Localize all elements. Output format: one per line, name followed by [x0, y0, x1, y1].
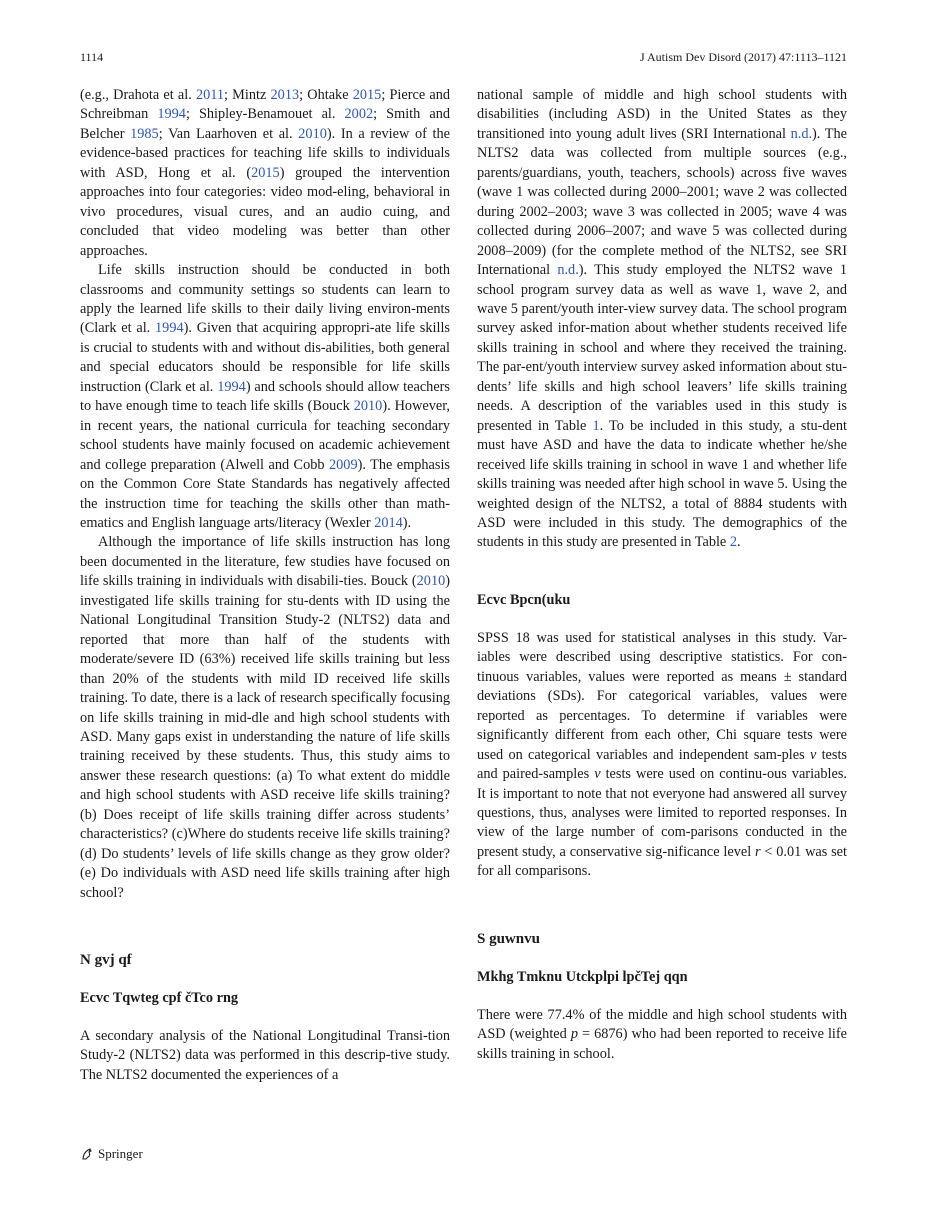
paragraph: There were 77.4% of the middle and high school students with ASD (weighted p = 6876) who had been reported to receive life skills training in school. — [477, 1006, 847, 1062]
citation-link[interactable]: 2010 — [416, 573, 446, 590]
citation-link[interactable]: n.d. — [790, 125, 813, 142]
section-heading-method: N gvj qf — [80, 952, 132, 969]
left-column — [80, 86, 450, 1085]
citation-link[interactable]: 1994 — [155, 320, 184, 337]
citation-link[interactable]: 2009 — [329, 456, 358, 473]
publisher-name: Springer — [98, 1146, 143, 1161]
citation-link[interactable]: 2002 — [344, 106, 374, 123]
citation-link[interactable]: 2015 — [352, 87, 382, 103]
right-column — [477, 86, 847, 1064]
paragraph: SPSS 18 was used for statistical analyses in this study. Var-iables were described using descriptive statistics. For con-tinuous variables, values were reported as means ± standard deviations (SDs). For categorical variables, values were reported as percentages. To determine if variables were significantly different from each other, Chi square tests were used on categorical variables and independent sam-ples v tests and paired-samples v tests were used on continu-ous variables. It is important to note that not everyone had answered all survey questions, thus, analyses were limited to reported responses. In view of the large number of com-parisons conducted in the present study, a conservative sig-nificance level r < 0.01 was set for all comparisons. — [477, 629, 848, 880]
citation-link[interactable]: 2013 — [270, 87, 300, 103]
citation-link[interactable]: 1994 — [157, 106, 186, 123]
journal-citation: J Autism Dev Disord (2017) 47:1113–1121 — [640, 50, 847, 64]
paragraph: Although the importance of life skills instruction has long been documented in the literature, few studies have focused on life skills training in individuals with disabili-ties. Bouck (2010) investigated life skills training for stu-dents with ID using the National Longitudinal Transition Study-2 (NLTS2) data and reported that more than half of the students with moderate/severe ID (63%) received life skills training but less than 20% of the students with mild ID received life skills training. To date, there is a lack of research specifically focusing on life skills training in mid-dle and high school students with ASD. Many gaps exist in understanding the nature of life skills training received by these students. Thus, this study aims to answer these research questions: (a) To what extent do middle and high school students with ASD receive life skills training? (b) Does receipt of life skills training differ across students’ characteristics? (c)Where do students receive life skills training? (d) Do students’ levels of life skills change as they grow older? (e) Do individuals with ASD need life skills training after high school? — [80, 534, 450, 901]
subheading-data-analysis: Ecvc Bpcn(uku — [477, 591, 571, 608]
page-number: 1114 — [80, 50, 104, 64]
citation-link[interactable]: 2010 — [353, 398, 383, 415]
paragraph: national sample of middle and high school students with disabilities (including ASD) in the United States as they transitioned into young adult lives (SRI International n.d.). The NLTS2 data was collected from multiple sources (e.g., parents/guardians, youth, teachers, schools) across five waves (wave 1 was collected during 2000–2001; wave 2 was collected during 2002–2003; wave 3 was collected in 2005; wave 4 was collected during 2006–2007; and wave 5 was collected during 2008–2009) (for the complete method of the NLTS2, see SRI International n.d.). This study employed the NLTS2 wave 1 school program survey data as well as wave 1, wave 2, and wave 5 parent/youth inter-view survey data. The school program survey asked infor-mation about whether students received life skills training in school and where they received the training. The par-ent/youth interview survey asked information about stu-dents’ life skills and high school leavers’ life skills training needs. A description of the variables used in this study is presented in Table 1. To be included in this study, a stu-dent must have ASD and have the data to indicate whether he/she received life skills training in school in wave 1 and whether life skills training was needed after high school in wave 5. Using the weighted design of the NLTS2, a total of 8884 students with ASD were included in this study. The demographics of the students in this study are presented in Table 2. — [477, 87, 847, 551]
citation-link[interactable]: 2010 — [298, 125, 327, 142]
citation-link[interactable]: 1994 — [217, 378, 246, 395]
section-heading-results: S guwnvu — [477, 930, 540, 947]
paragraph: A secondary analysis of the National Longitudinal Transi-tion Study-2 (NLTS2) data was performed in this descrip-tive study. The NLTS2 documented the experiences of a — [80, 1028, 450, 1083]
citation-link[interactable]: 2015 — [251, 164, 280, 181]
footer — [80, 1146, 143, 1162]
table-link[interactable]: 1 — [592, 417, 600, 434]
paragraph: (e.g., Drahota et al. 2011; Mintz 2013; Ohtake 2015; Pierce and Schreibman 1994; Shipley-Benamouet al. 2002; Smith and Belcher 1985; Van Laarhoven et al. 2010). In a review of the evidence-based practices for teaching life skills to individuals with ASD, Hong et al. (2015) grouped the intervention approaches into four categories: video mod-eling, behavioral in vivo procedures, visual cures, and an audio cuing, and concluded that video modeling was better than other approaches. — [80, 87, 451, 259]
paragraph: Life skills instruction should be conducted in both classrooms and community settings so students can learn to apply the learned life skills to their daily living environ-ments (Clark et al. 1994). Given that acquiring appropri-ate life skills is crucial to students with and without dis-abilities, both general and special educators should be responsible for life skills instruction (Clark et al. 1994) and schools should allow teachers to have enough time to teach life skills (Bouck 2010). However, in recent years, the national curricula for teaching secondary school students have mainly focused on academic achievement and college preparation (Alwell and Cobb 2009). The emphasis on the Common Core State Standards has negatively affected the instruction time for teaching the skills other than math-ematics and English language arts/literacy (Wexler 2014). — [80, 262, 450, 531]
citation-link[interactable]: 2014 — [374, 514, 403, 531]
citation-link[interactable]: 1985 — [130, 125, 159, 142]
citation-link[interactable]: 2011 — [195, 87, 225, 103]
citation-link[interactable]: n.d. — [557, 262, 579, 279]
table-link[interactable]: 2 — [729, 534, 738, 551]
page-header — [80, 50, 847, 66]
subheading-receipt: Mkhg Tmknu Utckplpi lpčTej qqn — [477, 968, 688, 985]
subheading-data-source: Ecvc Tqwteg cpf čTco rng — [80, 990, 239, 1007]
springer-horse-icon — [80, 1147, 94, 1161]
